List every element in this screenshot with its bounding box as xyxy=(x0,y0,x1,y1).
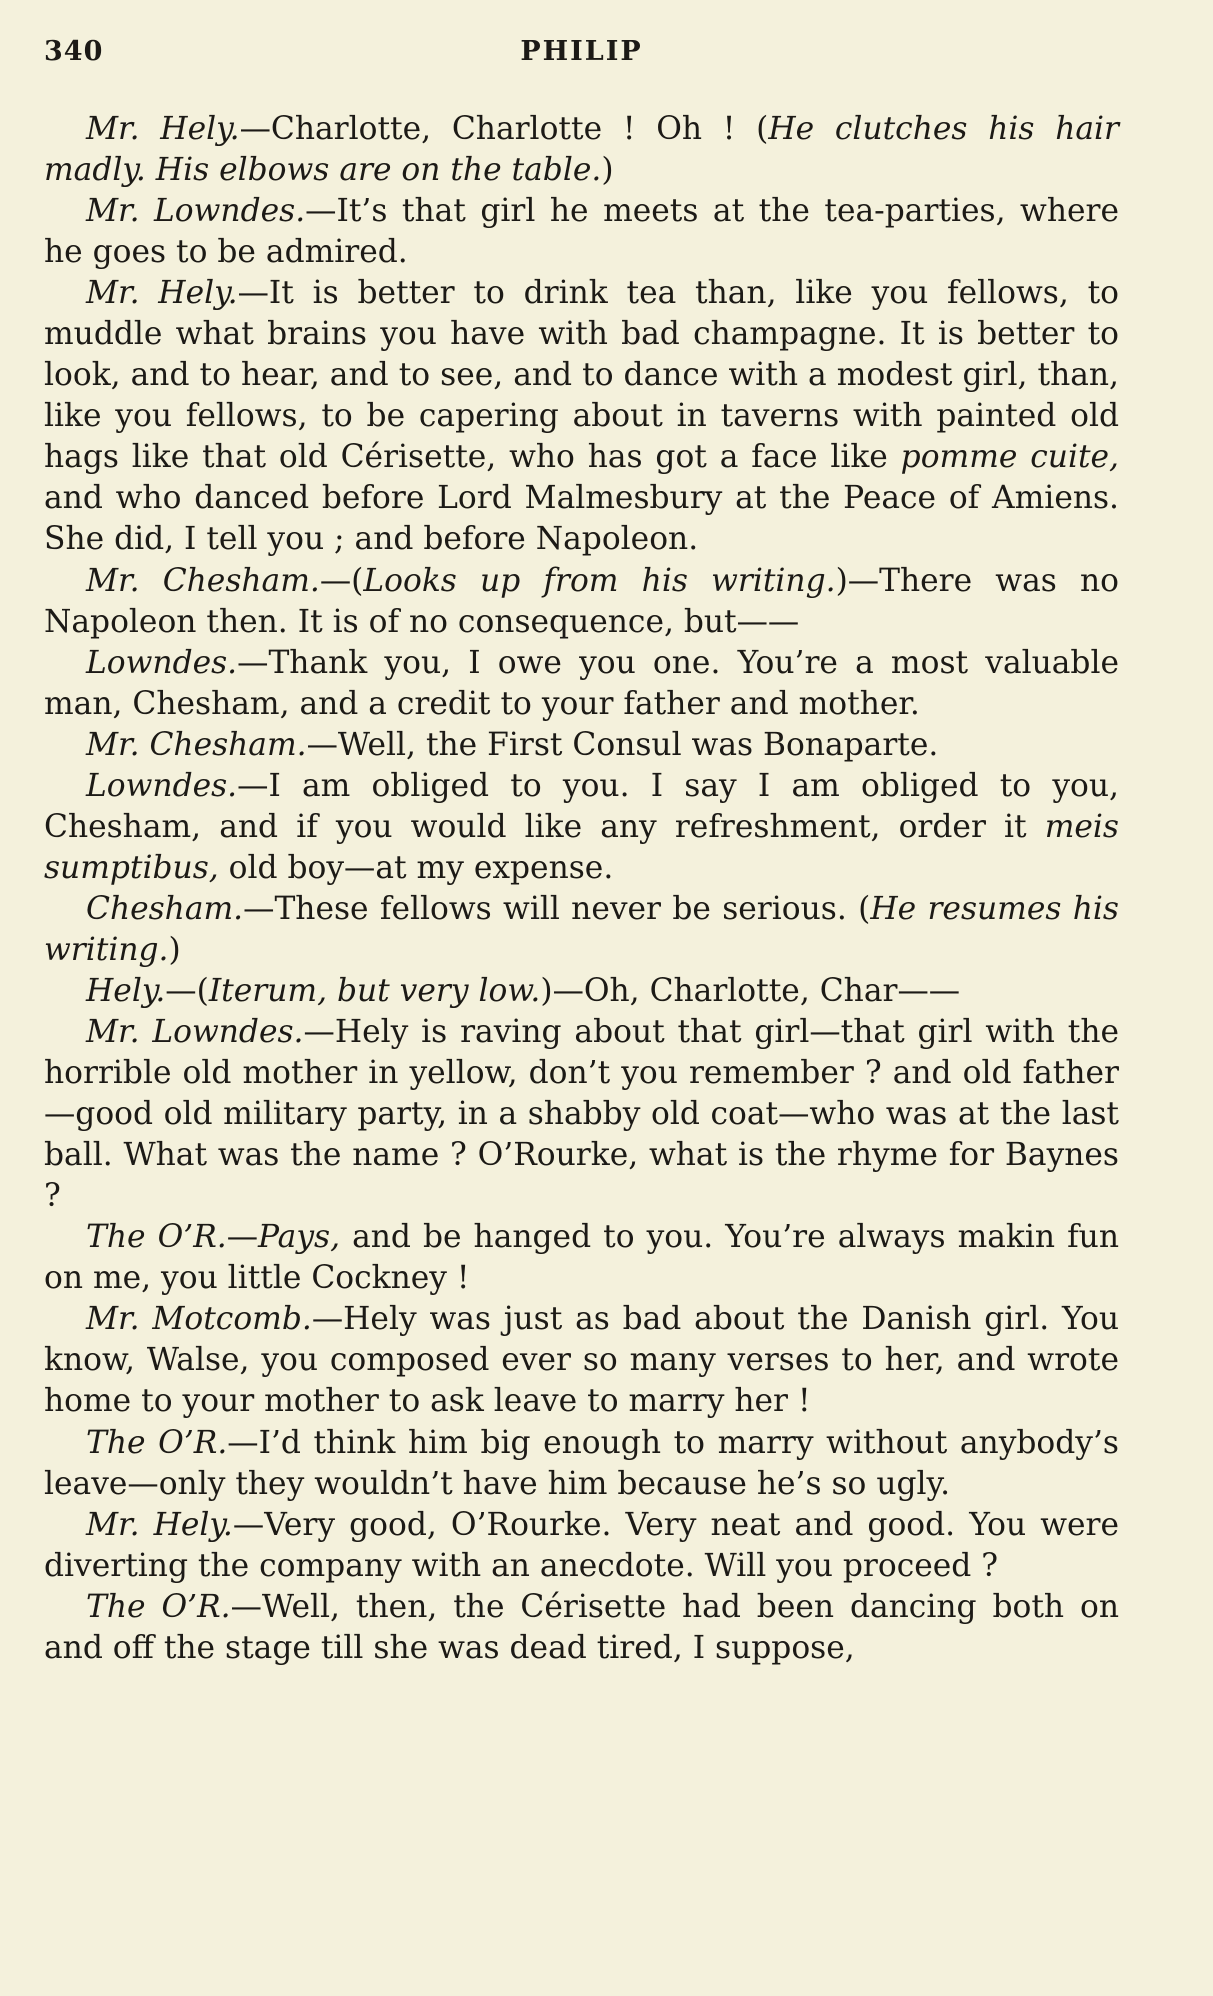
stage-direction-text: Looks up from his writing. xyxy=(363,562,836,599)
running-title: PHILIP xyxy=(520,36,643,67)
dialogue-paragraph xyxy=(44,1217,1119,1299)
speaker-name: Mr. Hely. xyxy=(86,111,240,147)
stage-direction-text: He clutches his hair madly. His elbows are on the table. xyxy=(44,111,1119,189)
dialogue-paragraph xyxy=(44,1423,1119,1505)
dialogue-paragraph xyxy=(44,1587,1119,1669)
speaker-name: Lowndes. xyxy=(86,767,238,804)
dialogue-text-segment: —Charlotte, Charlotte ! Oh ! ( xyxy=(239,111,769,147)
speaker-name: Mr. Hely. xyxy=(86,1506,233,1543)
dialogue-text-segment: —It’s that girl he meets at the tea-parties, where he goes to be admired. xyxy=(44,193,1119,271)
page-number: 340 xyxy=(44,36,104,67)
dialogue-text-segment: —Well, then, the Cérisette had been dancing both on and off the stage till she was dead tired, I suppose, xyxy=(44,1588,1119,1666)
dialogue-text-segment: —I am obliged to you. I say I am obliged to you, Chesham, and if you would like any refreshment, order it xyxy=(44,767,1119,845)
dialogue-text-segment: —( xyxy=(319,562,364,599)
dialogue-text-segment: and be hanged to you. You’re always makin fun on me, you little Cockney ! xyxy=(44,1219,1119,1297)
stage-direction-text: He resumes his writing. xyxy=(44,890,1119,968)
stage-direction-text: Pays, xyxy=(258,1219,341,1256)
speaker-name: Mr. Hely. xyxy=(86,275,238,312)
dialogue-text-segment: )—Oh, Charlotte, Char—— xyxy=(540,972,961,1009)
dialogue-text-segment: —Very good, O’Rourke. Very neat and good. You were diverting the company with an anecdote. Will you proceed ? xyxy=(44,1506,1119,1584)
speaker-name: The O’R. xyxy=(86,1588,231,1625)
dialogue-text-segment: and who danced before Lord Malmesbury at the Peace of Amiens. She did, I tell you ; and before Napoleon. xyxy=(44,480,1119,558)
dialogue-paragraph xyxy=(44,1012,1119,1217)
speaker-name: Mr. Lowndes. xyxy=(86,193,306,230)
dialogue-paragraph xyxy=(44,273,1119,560)
dialogue-paragraph xyxy=(44,889,1119,971)
stage-direction-text: meis sumptibus, xyxy=(44,808,1119,886)
speaker-name: Chesham. xyxy=(86,890,244,927)
page-header xyxy=(44,36,1119,76)
stage-direction-text: Iterum, but very low. xyxy=(208,972,541,1009)
dialogue-paragraph xyxy=(44,971,1119,1012)
speaker-name: Lowndes. xyxy=(86,644,238,681)
speaker-name: Mr. Motcomb. xyxy=(86,1301,312,1338)
dialogue-paragraph xyxy=(44,1505,1119,1587)
dialogue-text-segment: —( xyxy=(165,972,209,1009)
dialogue-paragraph xyxy=(44,643,1119,725)
speaker-name: Hely. xyxy=(86,972,166,1009)
dialogue-text-segment: —Hely was just as bad about the Danish girl. You know, Walse, you composed ever so many verses to her, and wrote home to your mother to ask leave to marry her ! xyxy=(44,1301,1119,1420)
dialogue-text-segment: old boy—at my expense. xyxy=(218,849,614,886)
dialogue-paragraph xyxy=(44,725,1119,766)
dialogue-paragraph xyxy=(44,1299,1119,1422)
dialogue-text-segment: )—There was no Napoleon then. It is of no consequence, but—— xyxy=(44,562,1120,640)
speaker-name: Mr. Chesham. xyxy=(86,726,307,763)
speaker-name: Mr. Lowndes. xyxy=(86,1014,304,1051)
speaker-name: The O’R. xyxy=(86,1219,227,1256)
dialogue-text xyxy=(44,109,1119,1669)
stage-direction-text: pomme cuite, xyxy=(900,439,1119,476)
dialogue-text-segment: ) xyxy=(601,152,614,189)
dialogue-paragraph xyxy=(44,561,1119,643)
dialogue-text-segment: —These fellows will never be serious. ( xyxy=(243,890,871,927)
dialogue-text-segment: —I’d think him big enough to marry without anybody’s leave—only they wouldn’t have him because he’s so ugly. xyxy=(44,1424,1119,1502)
dialogue-text-segment: —Hely is raving about that girl—that girl with the horrible old mother in yellow, don’t you remember ? and old father—good old military party, in a shabby old coat—who was at the last ball. What was the name ? O’Rourke, what is the rhyme for Baynes ? xyxy=(44,1014,1120,1215)
dialogue-paragraph xyxy=(44,191,1119,273)
speaker-name: The O’R. xyxy=(86,1424,228,1461)
dialogue-text-segment: — xyxy=(226,1219,259,1256)
dialogue-text-segment: —Well, the First Consul was Bonaparte. xyxy=(306,726,939,763)
dialogue-text-segment: —Thank you, I owe you one. You’re a most valuable man, Chesham, and a credit to your father and mother. xyxy=(44,644,1119,722)
speaker-name: Mr. Chesham. xyxy=(86,562,320,599)
dialogue-paragraph xyxy=(44,766,1119,889)
dialogue-text-segment: —It is better to drink tea than, like you fellows, to muddle what brains you have with bad champagne. It is better to look, and to hear, and to see, and to dance with a modest girl, than, like you fellows, to be capering about in taverns with painted old hags like that old Cérisette, who has got a face like xyxy=(44,275,1119,476)
dialogue-paragraph xyxy=(44,109,1119,191)
dialogue-text-segment: ) xyxy=(168,931,181,968)
